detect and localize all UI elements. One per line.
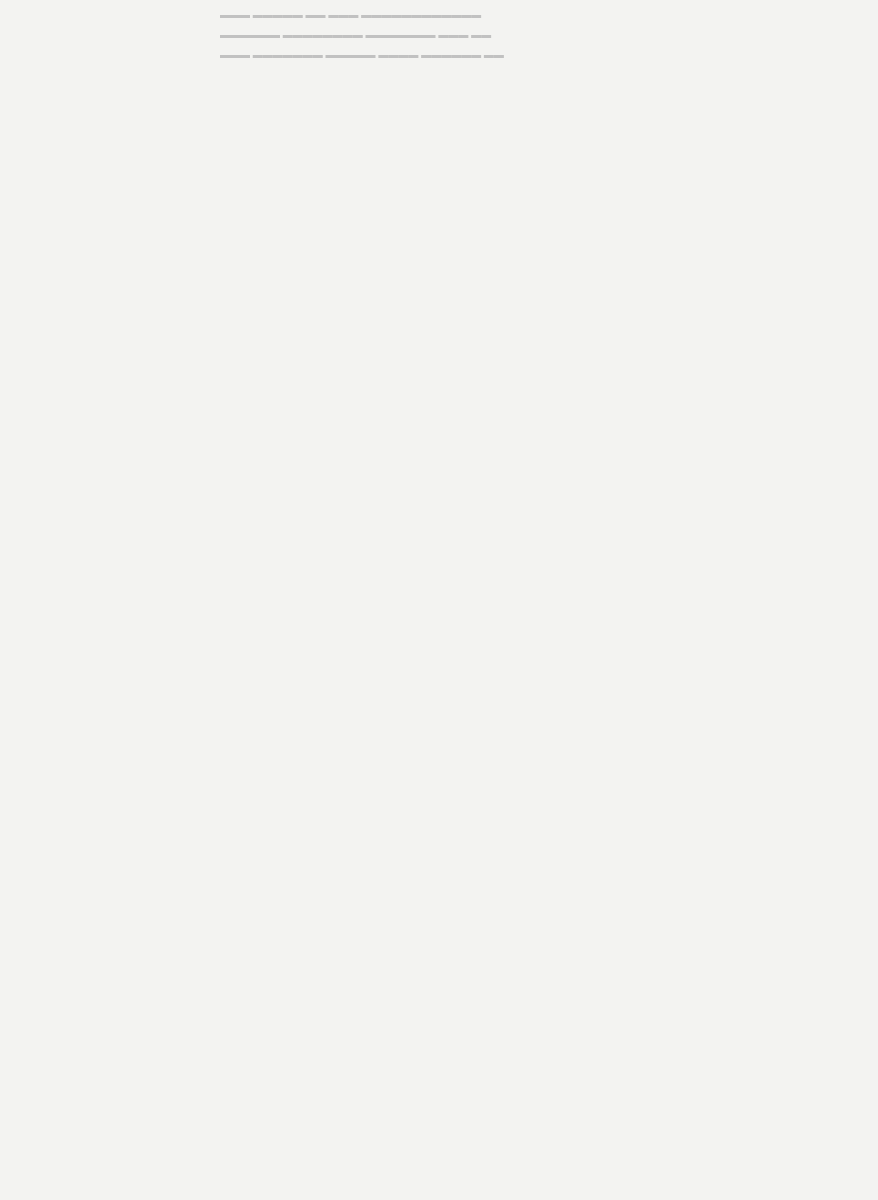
bleed-through-top-3: ▬▬▬ ▬▬▬▬▬▬▬ ▬▬▬▬▬ ▬▬▬▬ ▬▬▬▬▬▬ ▬▬ — [220, 50, 504, 61]
bleed-through-top-2: ▬▬▬▬▬▬ ▬▬▬▬▬▬▬▬ ▬▬▬▬▬▬▬ ▬▬▬ ▬▬ — [220, 30, 492, 41]
bleed-through-top: ▬▬▬ ▬▬▬▬▬ ▬▬ ▬▬▬ ▬▬▬▬▬▬▬▬▬▬▬▬ — [220, 10, 482, 21]
